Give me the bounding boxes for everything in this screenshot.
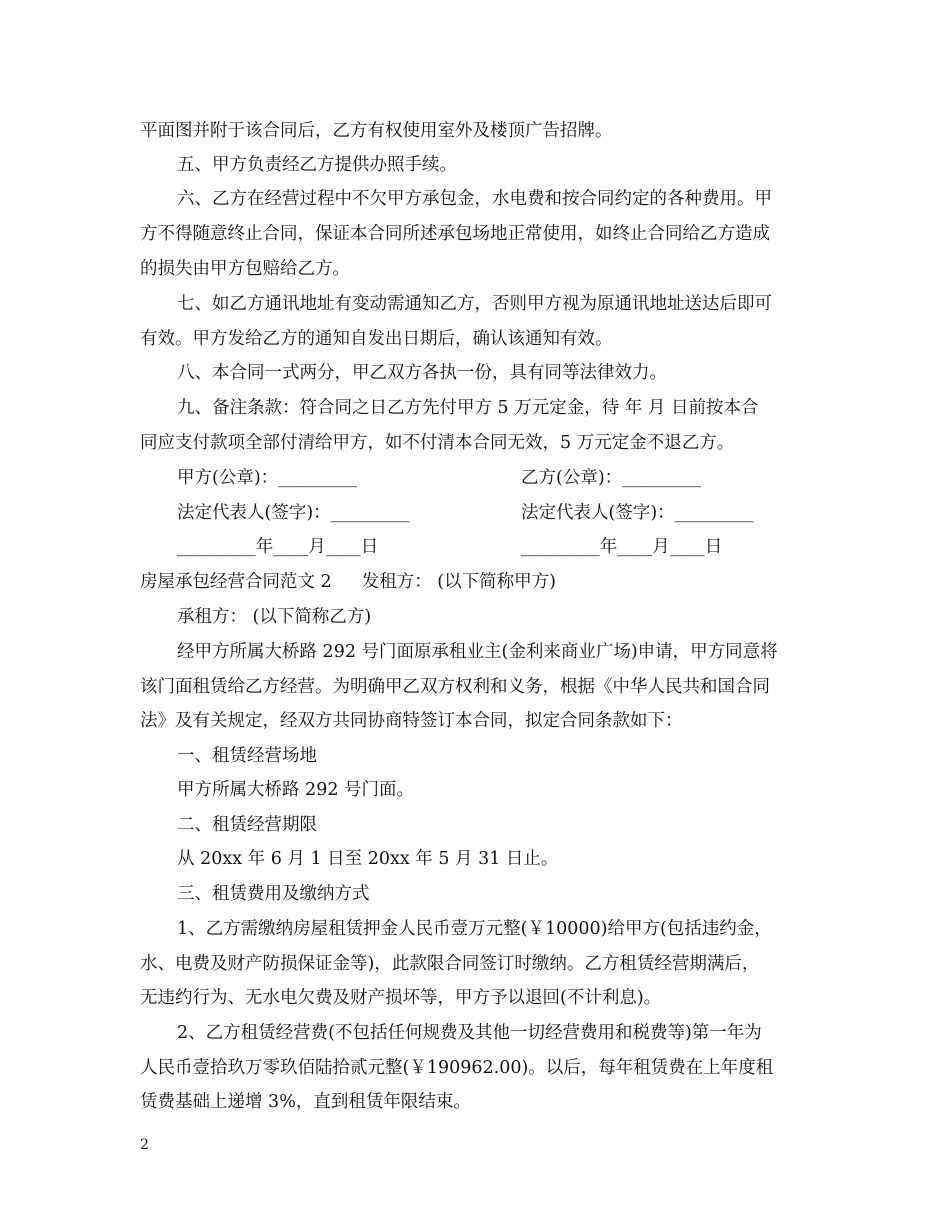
text-line: 人民币壹拾玖万零玖佰陆拾贰元整(￥190962.00)。以后，每年租赁费在上年度租 [140,1058,774,1078]
text-line: 二、租赁经营期限 [177,815,317,835]
party-a-seal: 甲方(公章)：_________ [177,468,357,488]
lessor-label: 发租方： (以下简称甲方) [361,572,556,592]
text-line: 的损失由甲方包赔给乙方。 [140,259,350,279]
text-line: 一、租赁经营场地 [177,746,317,766]
text-line: 承租方： (以下简称乙方) [177,607,372,627]
section-title: 房屋承包经营合同范文 2 [140,572,332,592]
party-a-representative: 法定代表人(签字)：_________ [177,503,410,523]
text-line: 同应支付款项全部付清给甲方，如不付清本合同无效，5 万元定金不退乙方。 [140,433,735,453]
text-line: 无违约行为、无水电欠费及财产损坏等，甲方予以退回(不计利息)。 [140,988,662,1008]
text-line: 方不得随意终止合同，保证本合同所述承包场地正常使用，如终止合同给乙方造成 [140,224,770,244]
text-line: 平面图并附于该合同后，乙方有权使用室外及楼顶广告招牌。 [140,121,613,141]
text-line: 五、甲方负责经乙方提供办照手续。 [177,155,457,175]
section-heading-line [140,565,556,599]
party-a-date: _________年____月____日 [177,537,379,557]
text-line: 七、如乙方通讯地址有变动需通知乙方，否则甲方视为原通讯地址送达后即可 [177,294,772,314]
text-line: 经甲方所属大桥路 292 号门面原承租业主(金利来商业广场)申请，甲方同意将 [177,642,778,662]
text-line: 三、租赁费用及缴纳方式 [177,884,370,904]
text-line: 1、乙方需缴纳房屋租赁押金人民币壹万元整(￥10000)给甲方(包括违约金， [177,919,772,939]
party-b-date: _________年____月____日 [521,537,723,557]
page-number: 2 [140,1137,149,1153]
text-line: 法》及有关规定，经双方共同协商特签订本合同，拟定合同条款如下： [140,711,683,731]
text-line: 甲方所属大桥路 292 号门面。 [177,780,415,800]
text-line: 水、电费及财产防损保证金等)，此款限合同签订时缴纳。乙方租赁经营期满后， [140,954,760,974]
text-line: 从 20xx 年 6 月 1 日至 20xx 年 5 月 31 日止。 [177,849,559,869]
party-b-representative: 法定代表人(签字)：_________ [521,503,754,523]
text-line: 赁费基础上递增 3%，直到租赁年限结束。 [140,1092,471,1112]
text-line: 有效。甲方发给乙方的通知自发出日期后，确认该通知有效。 [140,329,613,349]
text-line: 九、备注条款：符合同之日乙方先付甲方 5 万元定金，待 年 月 日前按本合 [177,398,759,418]
text-line: 2、乙方租赁经营费(不包括任何规费及其他一切经营费用和税费等)第一年为 [177,1023,762,1043]
party-b-seal: 乙方(公章)：_________ [521,468,701,488]
text-line: 八、本合同一式两分，甲乙双方各执一份，具有同等法律效力。 [177,363,667,383]
text-line: 六、乙方在经营过程中不欠甲方承包金，水电费和按合同约定的各种费用。甲 [177,189,772,209]
text-line: 该门面租赁给乙方经营。为明确甲乙双方权利和义务，根据《中华人民共和国合同 [140,677,770,697]
